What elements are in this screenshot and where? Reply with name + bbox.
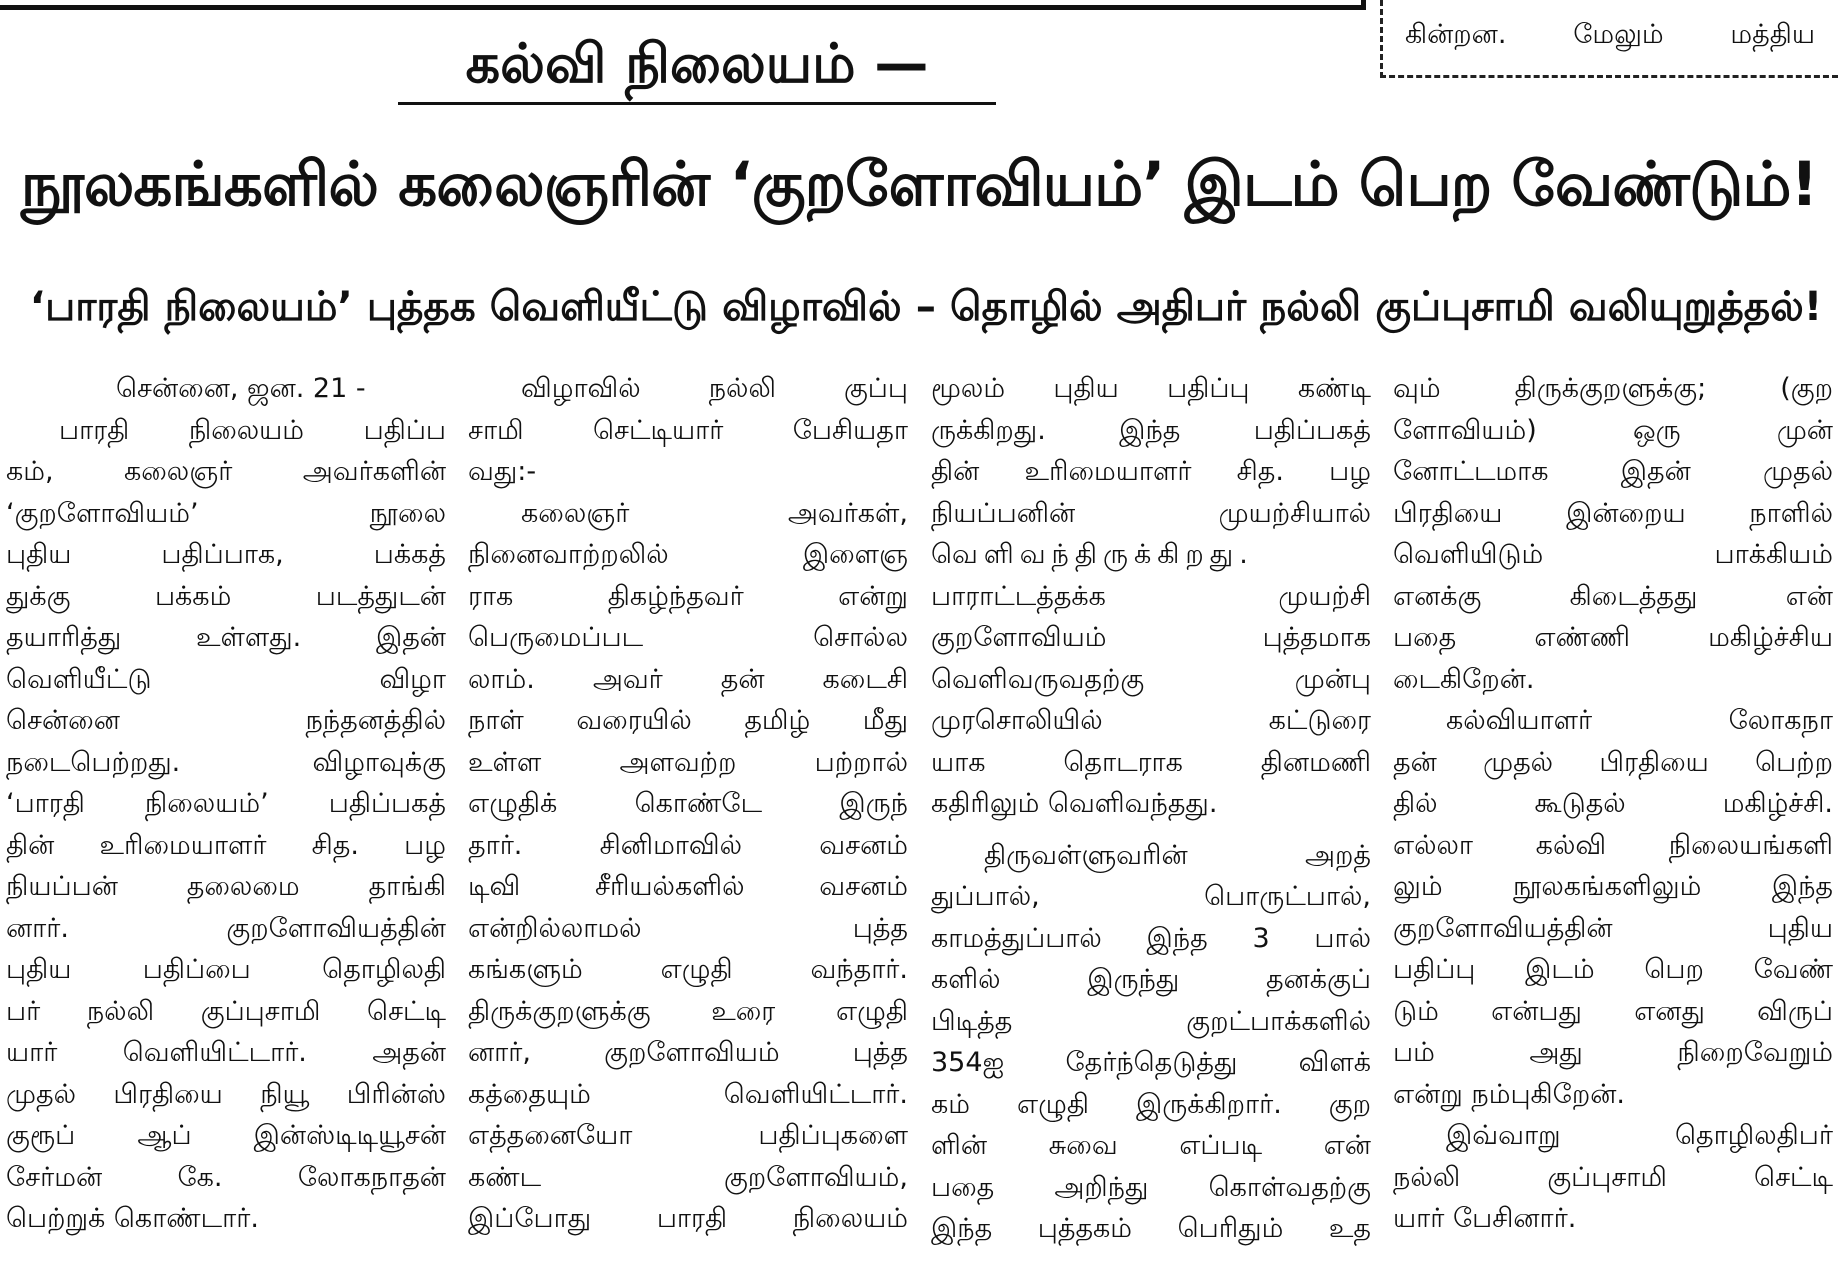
article-line: ருக்கிறது. இந்த பதிப்பகத் <box>931 414 1371 446</box>
article-line: கல்வியாளர் லோகநா <box>1446 705 1833 736</box>
article-line: னார், குறளோவியம் புத்த <box>468 1037 908 1068</box>
article-line: னோட்டமாக இதன் முதல் <box>1393 456 1833 487</box>
article-line: பதை அறிந்து கொள்வதற்கு <box>931 1171 1371 1203</box>
article-line: ‘பாரதி நிலையம்’ பதிப்பகத் <box>6 788 446 819</box>
article-line: முரசொலியில் கட்டுரை <box>931 705 1371 736</box>
article-line: தின் உரிமையாளர் சித. பழ <box>6 829 446 861</box>
adjacent-article-box <box>1380 0 1838 78</box>
article-line: தயாரித்து உள்ளது. இதன் <box>6 622 446 653</box>
article-line: முதல் பிரதியை நியூ பிரின்ஸ் <box>6 1078 446 1110</box>
article-line: பதை எண்ணி மகிழ்ச்சிய <box>1393 622 1833 653</box>
article-column-3 <box>931 368 1371 1258</box>
top-border-corner <box>1361 0 1366 10</box>
article-line: பெருமைப்பட சொல்ல <box>468 622 908 653</box>
article-line: திருக்குறளுக்கு உரை எழுதி <box>468 995 908 1027</box>
article-line: இவ்வாறு தொழிலதிபர் <box>1446 1120 1833 1151</box>
article-line: என்றில்லாமல் புத்த <box>468 912 908 944</box>
article-line: பர் நல்லி குப்புசாமி செட்டி <box>6 995 446 1027</box>
article-line: சாமி செட்டியார் பேசியதா <box>468 414 908 446</box>
article-line: குறளோவியம் புத்தமாக <box>931 622 1371 653</box>
article-column-2 <box>468 368 908 1258</box>
article-line: நடைபெற்றது. விழாவுக்கு <box>6 746 446 778</box>
article-line: குரூப் ஆப் இன்ஸ்டிடியூசன் <box>6 1120 446 1151</box>
headline: நூலகங்களில் கலைஞரின் ‘குறளோவியம்’ இடம் பெற வேண்டும்! <box>20 149 1818 220</box>
section-heading: கல்வி நிலையம் — <box>398 26 996 105</box>
article-line: 354ஐ தேர்ந்தெடுத்து விளக் <box>931 1047 1371 1078</box>
article-line: ‘குறளோவியம்’ நூலை <box>6 497 446 529</box>
article-line: நியப்பனின் முயற்சியால் <box>931 497 1371 529</box>
article-line: வெளிவந்திருக்கிறது. <box>931 539 1254 570</box>
article-line: கதிரிலும் வெளிவந்தது. <box>931 788 1218 819</box>
article-line: டிவி சீரியல்களில் வசனம் <box>468 871 908 902</box>
article-line: தார். சினிமாவில் வசனம் <box>468 829 908 861</box>
article-line: புதிய பதிப்பை தொழிலதி <box>6 954 446 985</box>
article-line: வும் திருக்குறளுக்கு; (குற <box>1393 373 1833 404</box>
article-line: வெளிவருவதற்கு முன்பு <box>931 663 1371 695</box>
article-line: துப்பால், பொருட்பால், <box>931 881 1371 912</box>
article-line: இப்போது பாரதி நிலையம் <box>468 1203 908 1234</box>
article-line: லாம். அவர் தன் கடைசி <box>468 663 908 695</box>
article-line: புதிய பதிப்பாக, பக்கத் <box>6 539 446 570</box>
article-line: பதிப்பு இடம் பெற வேண் <box>1393 954 1833 985</box>
article-line: ளோவியம்) ஒரு முன் <box>1393 414 1833 446</box>
article-line: நல்லி குப்புசாமி செட்டி <box>1393 1161 1833 1193</box>
article-line: தன் முதல் பிரதியை பெற்ற <box>1393 746 1833 778</box>
article-line: நாள் வரையில் தமிழ் மீது <box>468 705 908 736</box>
article-line: கம் எழுதி இருக்கிறார். குற <box>931 1088 1371 1120</box>
article-line: பாராட்டத்தக்க முயற்சி <box>931 580 1371 612</box>
article-line: டைகிறேன். <box>1393 663 1535 695</box>
article-line: எனக்கு கிடைத்தது என் <box>1393 580 1833 612</box>
article-line: திருவள்ளுவரின் அறத் <box>984 839 1371 871</box>
article-line: ளின் சுவை எப்படி என் <box>931 1130 1371 1161</box>
article-line: னார். குறளோவியத்தின் <box>6 912 446 944</box>
article-line: காமத்துப்பால் இந்த 3 பால் <box>931 922 1371 954</box>
article-line: கம், கலைஞர் அவர்களின் <box>6 456 446 487</box>
article-line: உள்ள அளவற்ற பற்றால் <box>468 746 908 778</box>
article-line: கத்தையும் வெளியிட்டார். <box>468 1078 908 1110</box>
article-line: பாரதி நிலையம் பதிப்ப <box>59 414 446 446</box>
article-line: யார் பேசினார். <box>1393 1203 1577 1234</box>
article-line: வது:- <box>468 456 537 487</box>
article-line: கலைஞர் அவர்கள், <box>521 497 908 529</box>
article-line: என்று நம்புகிறேன். <box>1393 1078 1625 1110</box>
article-line: பிரதியை இன்றைய நாளில் <box>1393 497 1833 529</box>
article-line: துக்கு பக்கம் படத்துடன் <box>6 580 446 612</box>
article-line: எத்தனையோ பதிப்புகளை <box>468 1120 908 1151</box>
article-line: விழாவில் நல்லி குப்பு <box>521 373 908 404</box>
article-line: சென்னை நந்தனத்தில் <box>6 705 446 736</box>
article-line: எல்லா கல்வி நிலையங்களி <box>1393 829 1833 861</box>
subheadline: ‘பாரதி நிலையம்’ புத்தக வெளியீட்டு விழாவில் – தொழில் அதிபர் நல்லி குப்புசாமி வலியுறுத்தல்! <box>29 282 1823 330</box>
article-line: இந்த புத்தகம் பெரிதும் உத <box>931 1213 1371 1244</box>
article-line: தின் உரிமையாளர் சித. பழ <box>931 456 1371 487</box>
article-line: டும் என்பது எனது விருப் <box>1393 995 1833 1027</box>
article-line: வெளியீட்டு விழா <box>6 663 446 695</box>
article-column-4 <box>1393 368 1833 1258</box>
article-line: யாக தொடராக தினமணி <box>931 746 1371 778</box>
article-line: நியப்பன் தலைமை தாங்கி <box>6 871 446 902</box>
top-border-rule <box>0 5 1366 10</box>
article-line: தில் கூடுதல் மகிழ்ச்சி. <box>1393 788 1833 819</box>
article-line: எழுதிக் கொண்டே இருந் <box>468 788 908 819</box>
article-column-1 <box>6 368 446 1258</box>
article-line: நினைவாற்றலில் இளைஞ <box>468 539 908 570</box>
article-line: பிடித்த குறட்பாக்களில் <box>931 1005 1371 1037</box>
article-line: சேர்மன் கே. லோகநாதன் <box>6 1161 446 1193</box>
article-line: பெற்றுக் கொண்டார். <box>6 1203 259 1234</box>
article-line: மூலம் புதிய பதிப்பு கண்டி <box>931 373 1371 404</box>
article-line: வெளியிடும் பாக்கியம் <box>1393 539 1833 570</box>
article-line: லும் நூலகங்களிலும் இந்த <box>1393 871 1833 902</box>
article-line: யார் வெளியிட்டார். அதன் <box>6 1037 446 1068</box>
article-line: ராக திகழ்ந்தவர் என்று <box>468 580 908 612</box>
dateline: சென்னை, ஜன. 21 - <box>116 373 366 404</box>
article-line: பம் அது நிறைவேறும் <box>1393 1037 1833 1068</box>
article-line: கண்ட குறளோவியம், <box>468 1161 908 1193</box>
article-line: கங்களும் எழுதி வந்தார். <box>468 954 908 985</box>
article-line: களில் இருந்து தனக்குப் <box>931 964 1371 995</box>
adjacent-article-text: கின்றன. மேலும் மத்திய <box>1405 19 1815 50</box>
article-line: குறளோவியத்தின் புதிய <box>1393 912 1833 944</box>
